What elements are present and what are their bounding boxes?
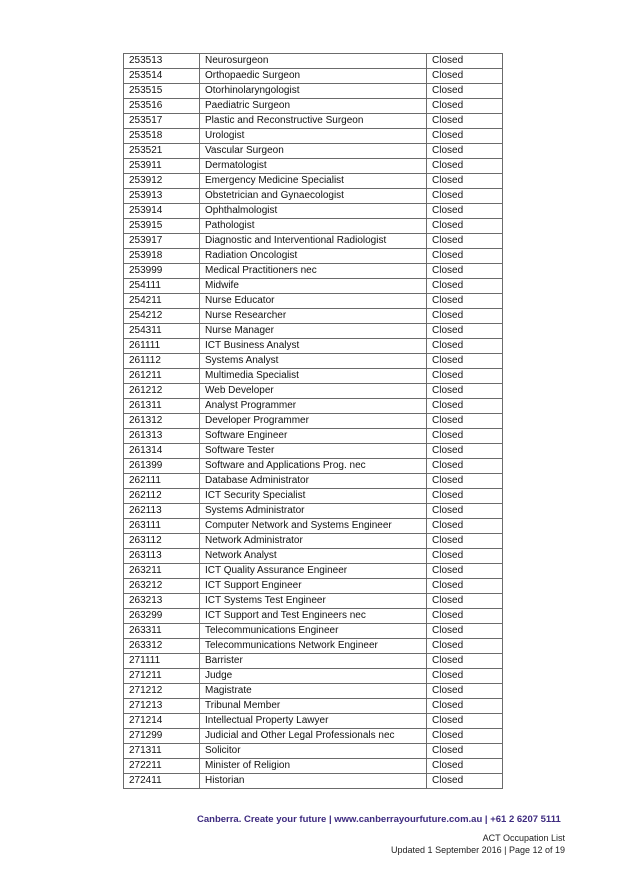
occupation-status-cell: Closed [427,189,503,204]
occupation-name-cell: ICT Systems Test Engineer [200,594,427,609]
occupation-status-cell: Closed [427,144,503,159]
occupation-status-cell: Closed [427,579,503,594]
occupation-status-cell: Closed [427,669,503,684]
occupation-name-cell: Judicial and Other Legal Professionals nec [200,729,427,744]
occupation-name-cell: ICT Business Analyst [200,339,427,354]
occupation-status-cell: Closed [427,234,503,249]
table-row [124,489,503,504]
occupation-code-cell: 253513 [124,54,200,69]
table-row [124,669,503,684]
table-row [124,534,503,549]
occupation-name-cell: Solicitor [200,744,427,759]
occupation-name-cell: Orthopaedic Surgeon [200,69,427,84]
occupation-name-cell: Pathologist [200,219,427,234]
occupation-name-cell: Developer Programmer [200,414,427,429]
occupation-name-cell: Nurse Manager [200,324,427,339]
occupation-status-cell: Closed [427,219,503,234]
occupation-status-cell: Closed [427,84,503,99]
occupation-code-cell: 261211 [124,369,200,384]
occupation-code-cell: 263312 [124,639,200,654]
occupation-name-cell: ICT Quality Assurance Engineer [200,564,427,579]
occupation-name-cell: Historian [200,774,427,789]
occupation-name-cell: Paediatric Surgeon [200,99,427,114]
occupation-code-cell: 253516 [124,99,200,114]
table-row [124,684,503,699]
occupation-status-cell: Closed [427,504,503,519]
occupation-status-cell: Closed [427,309,503,324]
occupation-status-cell: Closed [427,249,503,264]
occupation-code-cell: 262113 [124,504,200,519]
table-row [124,519,503,534]
occupation-code-cell: 272211 [124,759,200,774]
occupation-code-cell: 253515 [124,84,200,99]
table-row [124,654,503,669]
occupation-status-cell: Closed [427,609,503,624]
table-row [124,309,503,324]
table-row [124,609,503,624]
occupation-code-cell: 261314 [124,444,200,459]
table-row [124,774,503,789]
occupation-name-cell: Telecommunications Network Engineer [200,639,427,654]
occupation-code-cell: 253914 [124,204,200,219]
table-row [124,459,503,474]
occupation-code-cell: 271214 [124,714,200,729]
occupation-name-cell: Otorhinolaryngologist [200,84,427,99]
occupation-name-cell: Medical Practitioners nec [200,264,427,279]
occupation-status-cell: Closed [427,489,503,504]
occupation-code-cell: 261399 [124,459,200,474]
occupation-status-cell: Closed [427,474,503,489]
occupation-name-cell: Radiation Oncologist [200,249,427,264]
occupation-status-cell: Closed [427,204,503,219]
occupation-name-cell: Neurosurgeon [200,54,427,69]
table-row [124,99,503,114]
occupation-code-cell: 271311 [124,744,200,759]
occupation-code-cell: 263211 [124,564,200,579]
table-row [124,759,503,774]
table-row [124,69,503,84]
table-row [124,714,503,729]
occupation-status-cell: Closed [427,714,503,729]
occupation-status-cell: Closed [427,369,503,384]
occupation-status-cell: Closed [427,69,503,84]
occupation-code-cell: 263113 [124,549,200,564]
table-row [124,54,503,69]
table-row [124,744,503,759]
table-row [124,369,503,384]
occupation-table-body [124,54,503,789]
occupation-status-cell: Closed [427,99,503,114]
occupation-status-cell: Closed [427,324,503,339]
table-row [124,594,503,609]
occupation-name-cell: Nurse Researcher [200,309,427,324]
occupation-status-cell: Closed [427,699,503,714]
table-row [124,279,503,294]
occupation-status-cell: Closed [427,264,503,279]
occupation-status-cell: Closed [427,774,503,789]
occupation-name-cell: Barrister [200,654,427,669]
occupation-status-cell: Closed [427,744,503,759]
table-row [124,324,503,339]
occupation-status-cell: Closed [427,729,503,744]
occupation-name-cell: Web Developer [200,384,427,399]
occupation-status-cell: Closed [427,519,503,534]
occupation-name-cell: Systems Analyst [200,354,427,369]
occupation-status-cell: Closed [427,339,503,354]
occupation-name-cell: ICT Support Engineer [200,579,427,594]
occupation-name-cell: Plastic and Reconstructive Surgeon [200,114,427,129]
occupation-status-cell: Closed [427,174,503,189]
occupation-code-cell: 253911 [124,159,200,174]
occupation-status-cell: Closed [427,444,503,459]
table-row [124,444,503,459]
table-row [124,384,503,399]
occupation-code-cell: 253917 [124,234,200,249]
occupation-table [123,53,503,789]
occupation-code-cell: 253999 [124,264,200,279]
occupation-code-cell: 254111 [124,279,200,294]
occupation-name-cell: Diagnostic and Interventional Radiologist [200,234,427,249]
table-row [124,399,503,414]
table-row [124,234,503,249]
occupation-status-cell: Closed [427,759,503,774]
occupation-name-cell: Minister of Religion [200,759,427,774]
table-row [124,354,503,369]
table-row [124,174,503,189]
table-row [124,294,503,309]
occupation-name-cell: Database Administrator [200,474,427,489]
footer-document-info [391,832,565,856]
table-row [124,129,503,144]
table-row [124,564,503,579]
occupation-code-cell: 261312 [124,414,200,429]
table-row [124,189,503,204]
occupation-name-cell: Tribunal Member [200,699,427,714]
occupation-status-cell: Closed [427,549,503,564]
occupation-name-cell: Systems Administrator [200,504,427,519]
occupation-name-cell: Computer Network and Systems Engineer [200,519,427,534]
occupation-name-cell: Dermatologist [200,159,427,174]
occupation-status-cell: Closed [427,114,503,129]
occupation-status-cell: Closed [427,384,503,399]
table-row [124,579,503,594]
table-row [124,159,503,174]
occupation-code-cell: 253915 [124,219,200,234]
table-row [124,114,503,129]
occupation-name-cell: Obstetrician and Gynaecologist [200,189,427,204]
occupation-name-cell: Software Tester [200,444,427,459]
occupation-code-cell: 263213 [124,594,200,609]
occupation-name-cell: Network Administrator [200,534,427,549]
occupation-code-cell: 261112 [124,354,200,369]
occupation-status-cell: Closed [427,564,503,579]
occupation-status-cell: Closed [427,129,503,144]
occupation-status-cell: Closed [427,414,503,429]
table-row [124,204,503,219]
table-row [124,549,503,564]
occupation-code-cell: 261311 [124,399,200,414]
table-row [124,474,503,489]
occupation-code-cell: 253518 [124,129,200,144]
table-row [124,729,503,744]
occupation-code-cell: 263112 [124,534,200,549]
occupation-code-cell: 262111 [124,474,200,489]
occupation-status-cell: Closed [427,354,503,369]
occupation-status-cell: Closed [427,54,503,69]
occupation-status-cell: Closed [427,639,503,654]
table-row [124,144,503,159]
occupation-code-cell: 254211 [124,294,200,309]
occupation-code-cell: 263212 [124,579,200,594]
occupation-name-cell: Nurse Educator [200,294,427,309]
occupation-code-cell: 271211 [124,669,200,684]
occupation-code-cell: 271212 [124,684,200,699]
table-row [124,429,503,444]
occupation-status-cell: Closed [427,429,503,444]
occupation-status-cell: Closed [427,534,503,549]
table-row [124,249,503,264]
occupation-name-cell: Software and Applications Prog. nec [200,459,427,474]
occupation-name-cell: Midwife [200,279,427,294]
occupation-name-cell: Emergency Medicine Specialist [200,174,427,189]
occupation-name-cell: Judge [200,669,427,684]
occupation-code-cell: 263299 [124,609,200,624]
occupation-name-cell: Intellectual Property Lawyer [200,714,427,729]
occupation-status-cell: Closed [427,624,503,639]
occupation-name-cell: Analyst Programmer [200,399,427,414]
table-row [124,699,503,714]
occupation-code-cell: 272411 [124,774,200,789]
occupation-name-cell: Network Analyst [200,549,427,564]
occupation-code-cell: 253918 [124,249,200,264]
occupation-code-cell: 263311 [124,624,200,639]
occupation-status-cell: Closed [427,594,503,609]
occupation-code-cell: 261212 [124,384,200,399]
occupation-name-cell: Software Engineer [200,429,427,444]
occupation-name-cell: Urologist [200,129,427,144]
occupation-name-cell: Vascular Surgeon [200,144,427,159]
footer-updated-page: Updated 1 September 2016 | Page 12 of 19 [391,845,565,855]
occupation-status-cell: Closed [427,159,503,174]
table-row [124,414,503,429]
occupation-code-cell: 262112 [124,489,200,504]
occupation-code-cell: 253912 [124,174,200,189]
occupation-status-cell: Closed [427,399,503,414]
occupation-code-cell: 253521 [124,144,200,159]
table-row [124,639,503,654]
occupation-name-cell: ICT Security Specialist [200,489,427,504]
table-row [124,264,503,279]
occupation-status-cell: Closed [427,294,503,309]
occupation-name-cell: ICT Support and Test Engineers nec [200,609,427,624]
table-row [124,504,503,519]
occupation-code-cell: 263111 [124,519,200,534]
occupation-code-cell: 253913 [124,189,200,204]
table-row [124,339,503,354]
occupation-status-cell: Closed [427,279,503,294]
occupation-code-cell: 254212 [124,309,200,324]
occupation-name-cell: Telecommunications Engineer [200,624,427,639]
footer-tagline: Canberra. Create your future | www.canberrayourfuture.com.au | +61 2 6207 5111 [197,814,561,825]
occupation-name-cell: Multimedia Specialist [200,369,427,384]
occupation-name-cell: Magistrate [200,684,427,699]
table-row [124,624,503,639]
footer-document-title: ACT Occupation List [482,833,565,843]
occupation-code-cell: 253514 [124,69,200,84]
table-row [124,84,503,99]
occupation-code-cell: 261313 [124,429,200,444]
occupation-status-cell: Closed [427,684,503,699]
occupation-code-cell: 261111 [124,339,200,354]
occupation-code-cell: 271213 [124,699,200,714]
occupation-code-cell: 253517 [124,114,200,129]
table-row [124,219,503,234]
occupation-code-cell: 254311 [124,324,200,339]
occupation-code-cell: 271299 [124,729,200,744]
occupation-status-cell: Closed [427,459,503,474]
occupation-code-cell: 271111 [124,654,200,669]
occupation-status-cell: Closed [427,654,503,669]
occupation-name-cell: Ophthalmologist [200,204,427,219]
